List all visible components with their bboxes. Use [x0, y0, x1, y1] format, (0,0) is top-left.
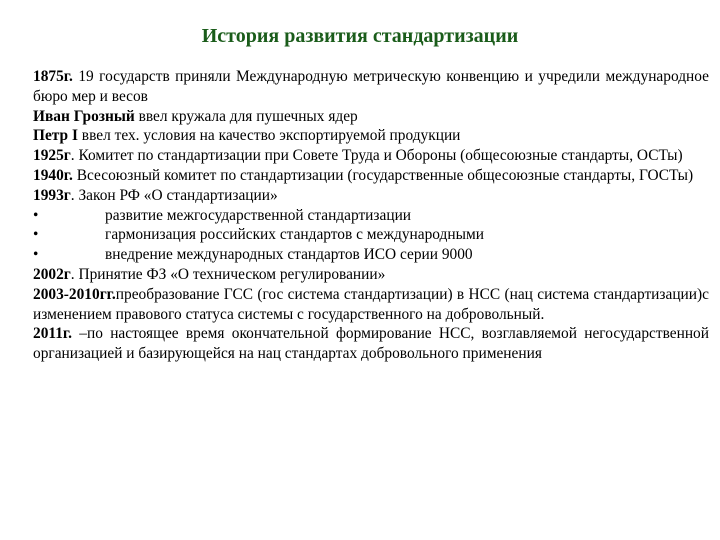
entry-1925: [33, 146, 709, 166]
entry-lead: 1940г.: [33, 166, 73, 184]
entry-2002: [33, 265, 709, 285]
entry-2011: [33, 324, 709, 364]
entry-text: –по настоящее время окончательной формирование НСС, возглавляемой негосударственной организацией и базирующейся на нац стандартах добровольного применения: [33, 325, 709, 363]
entry-1940: [33, 166, 709, 186]
bullet-text: гармонизация российских стандартов с международными: [105, 226, 484, 244]
entry-lead: 2003-2010гг.: [33, 285, 116, 303]
entry-1875: [33, 67, 709, 107]
bullet-item: [33, 245, 709, 265]
entry-lead: 1993г: [33, 186, 71, 204]
entry-2003-2010: [33, 285, 709, 325]
entry-text: 19 государств приняли Международную метрическую конвенцию и учредили международное бюро мер и весов: [33, 68, 709, 105]
entry-text: . Закон РФ «О стандартизации»: [70, 186, 278, 204]
bullet-text: внедрение международных стандартов ИСО серии 9000: [105, 246, 473, 264]
entry-lead: 1925г: [33, 147, 71, 165]
entry-lead: 1875г.: [33, 68, 73, 85]
entry-1993: [33, 186, 709, 206]
bullet-item: [33, 206, 709, 226]
entry-text: . Принятие ФЗ «О техническом регулировании»: [70, 265, 386, 283]
bullet-mark: •: [33, 226, 39, 244]
entry-lead: Петр I: [33, 127, 78, 145]
entry-text: преобразование ГСС (гос система стандартизации) в НСС (нац система стандартизации)с изменением правового статуса системы с государственного на добровольный.: [33, 285, 709, 323]
bullet-text: развитие межгосударственной стандартизации: [105, 206, 412, 224]
bullet-item: [33, 225, 709, 245]
entry-text: . Комитет по стандартизации при Совете Труда и Обороны (общесоюзные стандарты, ОСТы): [70, 147, 683, 165]
entry-peter-i: [33, 126, 709, 146]
bullet-mark: •: [33, 206, 39, 224]
entry-lead: 2002г: [33, 265, 71, 283]
entry-lead: 2011г.: [33, 325, 73, 343]
entry-text: ввел кружала для пушечных ядер: [134, 107, 358, 125]
bullet-mark: •: [33, 246, 39, 264]
entry-text: Всесоюзный комитет по стандартизации (государственные общесоюзные стандарты, ГОСТы): [72, 166, 694, 184]
entry-text: ввел тех. условия на качество экспортируемой продукции: [77, 127, 461, 145]
history-text: [33, 67, 709, 364]
entry-lead: Иван Грозный: [33, 107, 135, 125]
page-title: История развития стандартизации: [201, 25, 519, 47]
entry-ivan-grozny: [33, 107, 709, 127]
